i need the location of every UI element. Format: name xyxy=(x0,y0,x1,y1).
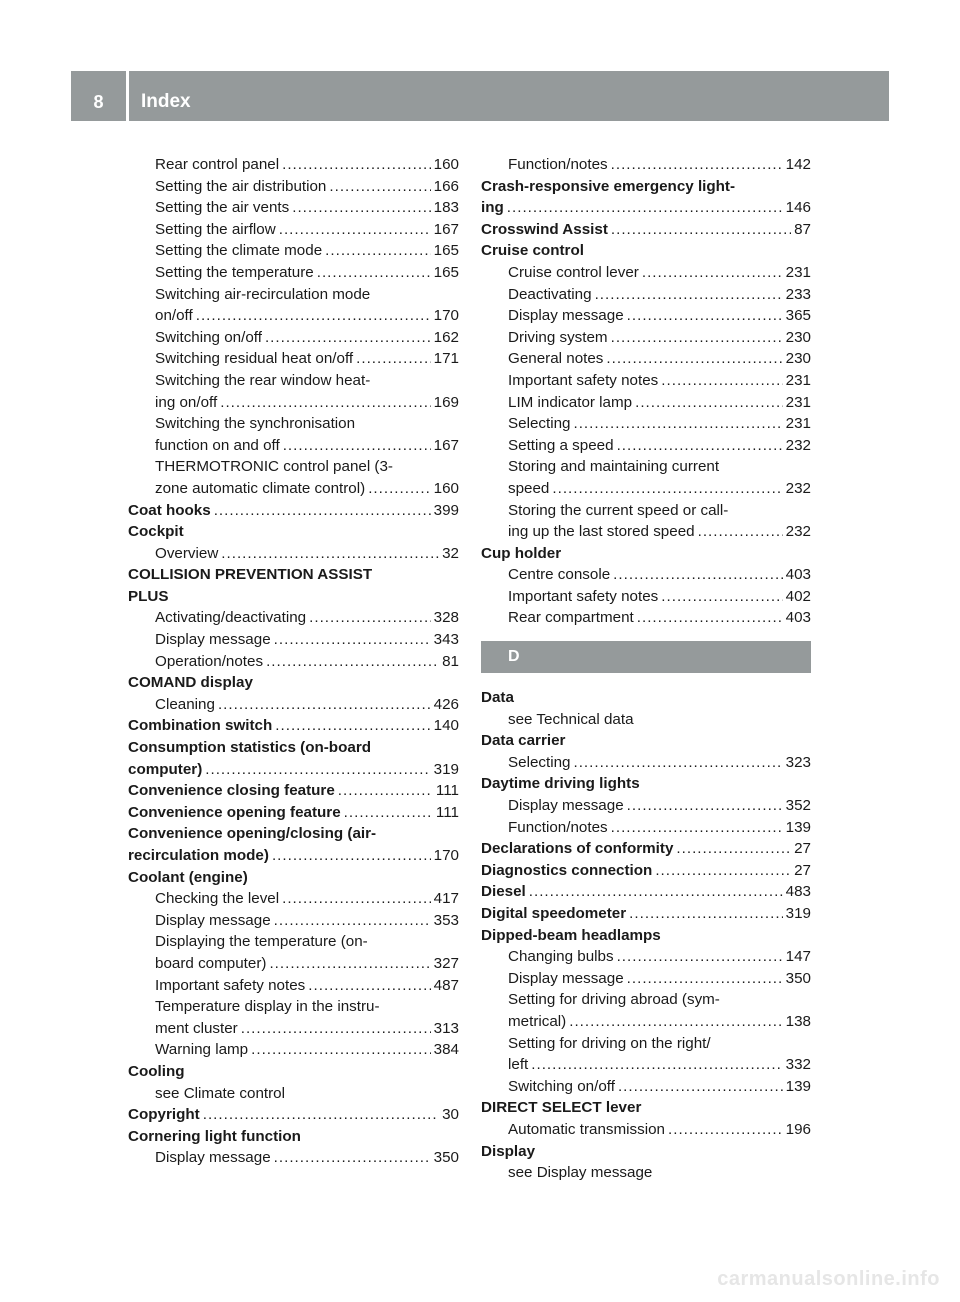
page-reference: 81 xyxy=(442,652,459,670)
index-entry xyxy=(481,327,811,349)
entry-label: Rear compartment xyxy=(508,609,634,627)
page-reference: 138 xyxy=(785,1012,811,1030)
index-entry-main xyxy=(481,903,811,925)
dot-leader xyxy=(569,1011,782,1033)
page-reference: 111 xyxy=(435,782,459,800)
index-subline: Switching air-recirculation mode xyxy=(155,285,371,303)
dot-leader xyxy=(642,262,783,284)
dot-leader xyxy=(529,881,783,903)
index-entry-main xyxy=(128,500,459,522)
entry-label: left xyxy=(508,1056,529,1074)
page-reference: 231 xyxy=(785,393,811,411)
page-reference: 233 xyxy=(785,285,811,303)
page-reference: 384 xyxy=(433,1041,459,1059)
entry-label: Digital speedometer xyxy=(481,905,627,922)
index-heading: Cornering light function xyxy=(128,1127,301,1145)
entry-label: Setting the temperature xyxy=(155,263,314,281)
page-reference: 231 xyxy=(785,371,811,389)
entry-label: Operation/notes xyxy=(155,652,264,670)
entry-label: Declarations of conformity xyxy=(481,840,674,858)
page-reference: 140 xyxy=(433,717,459,735)
index-entry xyxy=(481,1011,811,1033)
page-reference: 319 xyxy=(785,905,811,922)
index-subline: THERMOTRONIC control panel (3- xyxy=(155,458,393,476)
page-reference: 313 xyxy=(433,1019,459,1037)
index-entry xyxy=(481,795,811,817)
page-reference: 165 xyxy=(433,242,459,260)
index-entry-main xyxy=(128,802,459,824)
page-header xyxy=(71,71,889,121)
page-reference: 483 xyxy=(785,883,811,901)
page-reference: 27 xyxy=(794,840,811,858)
index-entry xyxy=(481,478,811,500)
index-heading: Consumption statistics (on-board xyxy=(128,739,371,757)
page-reference: 352 xyxy=(785,797,811,815)
index-entry-main xyxy=(481,860,811,882)
dot-leader xyxy=(338,780,433,802)
entry-label: Changing bulbs xyxy=(508,948,614,966)
entry-label: Selecting xyxy=(508,753,571,771)
page-reference: 402 xyxy=(785,587,811,605)
page-reference: 146 xyxy=(785,199,811,217)
entry-label: Switching residual heat on/off xyxy=(155,350,354,368)
index-entry xyxy=(128,392,459,414)
dot-leader xyxy=(531,1054,782,1076)
entry-label: Display message xyxy=(508,797,624,815)
entry-label: Convenience closing feature xyxy=(128,782,335,800)
dot-leader xyxy=(617,435,783,457)
index-entry xyxy=(128,154,459,176)
dot-leader xyxy=(283,435,431,457)
page-reference: 232 xyxy=(785,436,811,454)
entry-label: Rear control panel xyxy=(155,156,280,173)
index-heading: Display xyxy=(481,1142,536,1160)
page-reference: 87 xyxy=(794,220,811,238)
entry-label: Important safety notes xyxy=(155,976,306,994)
entry-label: Important safety notes xyxy=(508,587,659,605)
index-entry xyxy=(128,975,459,997)
entry-label: Setting the air distribution xyxy=(155,177,327,195)
page-reference: 426 xyxy=(433,695,459,713)
entry-label: ing up the last stored speed xyxy=(508,523,695,541)
page-reference: 170 xyxy=(433,847,459,864)
dot-leader xyxy=(203,1104,439,1126)
header-divider xyxy=(126,71,129,121)
entry-label: Copyright xyxy=(128,1106,200,1124)
page-reference: 142 xyxy=(785,156,811,173)
index-subline: Switching the synchronisation xyxy=(155,415,356,433)
index-entry xyxy=(481,154,811,176)
dot-leader xyxy=(279,219,431,241)
dot-leader xyxy=(661,586,782,608)
dot-leader xyxy=(611,219,791,241)
index-entry xyxy=(481,305,811,327)
page-reference: 365 xyxy=(785,307,811,325)
dot-leader xyxy=(282,154,431,176)
index-column-left xyxy=(128,154,459,1169)
index-heading: Cockpit xyxy=(128,523,184,541)
index-entry xyxy=(481,1076,811,1098)
page-reference: 403 xyxy=(785,609,811,627)
dot-leader xyxy=(637,607,783,629)
index-entry xyxy=(481,607,811,629)
index-entry xyxy=(481,521,811,543)
index-entry xyxy=(481,817,811,839)
index-entry xyxy=(128,543,459,565)
entry-label: Centre console xyxy=(508,566,611,584)
index-entry-main xyxy=(128,845,459,867)
dot-leader xyxy=(611,154,783,176)
index-entry xyxy=(481,392,811,414)
entry-label: Important safety notes xyxy=(508,371,659,389)
dot-leader xyxy=(325,240,431,262)
index-entry xyxy=(128,607,459,629)
page-reference: 399 xyxy=(433,501,459,519)
index-entry xyxy=(128,305,459,327)
index-subline: Storing and maintaining current xyxy=(508,458,720,476)
index-entry xyxy=(481,348,811,370)
page-reference: 403 xyxy=(785,566,811,584)
index-entry xyxy=(128,629,459,651)
index-heading: Convenience opening/closing (air- xyxy=(128,825,377,843)
page-reference: 147 xyxy=(785,948,811,966)
entry-label: Cruise control lever xyxy=(508,263,639,281)
index-entry xyxy=(128,478,459,500)
index-letter-heading: D xyxy=(481,641,811,673)
index-entry-main xyxy=(481,881,811,903)
entry-label: Display message xyxy=(155,911,271,929)
dot-leader xyxy=(266,651,439,673)
page-reference: 139 xyxy=(785,1077,811,1095)
index-entry xyxy=(128,176,459,198)
entry-label: ing xyxy=(481,199,504,217)
entry-label: Convenience opening feature xyxy=(128,803,341,821)
page-reference: 350 xyxy=(433,1149,459,1167)
index-entry-main xyxy=(481,838,811,860)
index-heading: COLLISION PREVENTION ASSIST xyxy=(128,566,373,584)
dot-leader xyxy=(613,564,783,586)
index-heading: PLUS xyxy=(128,587,169,605)
entry-label: ment cluster xyxy=(155,1019,238,1037)
index-entry xyxy=(481,1119,811,1141)
dot-leader xyxy=(274,910,431,932)
entry-label: Cleaning xyxy=(155,695,215,713)
index-heading: Dipped-beam headlamps xyxy=(481,926,661,944)
page-reference: 167 xyxy=(433,436,459,454)
index-heading: Cup holder xyxy=(481,544,562,562)
dot-leader xyxy=(282,888,431,910)
index-subline: Switching the rear window heat- xyxy=(155,371,371,389)
index-entry xyxy=(481,262,811,284)
dot-leader xyxy=(344,802,433,824)
index-entry xyxy=(128,694,459,716)
page-reference: 417 xyxy=(433,890,459,908)
index-entry xyxy=(481,370,811,392)
entry-label: on/off xyxy=(155,307,193,325)
index-heading: COMAND display xyxy=(128,674,253,692)
dot-leader xyxy=(317,262,431,284)
entry-label: recirculation mode) xyxy=(128,847,269,864)
page-reference: 196 xyxy=(785,1120,811,1138)
index-entry xyxy=(481,946,811,968)
index-entry xyxy=(128,240,459,262)
index-entry-main xyxy=(128,780,459,802)
page-reference: 169 xyxy=(433,393,459,411)
dot-leader xyxy=(251,1039,431,1061)
dot-leader xyxy=(618,1076,783,1098)
page-reference: 32 xyxy=(442,544,459,562)
page-reference: 350 xyxy=(785,969,811,987)
entry-label: Display message xyxy=(508,969,624,987)
index-entry-main xyxy=(128,1104,459,1126)
page-reference: 323 xyxy=(785,753,811,771)
page-reference: 230 xyxy=(785,350,811,368)
entry-label: Setting the air vents xyxy=(155,199,290,217)
entry-label: Coat hooks xyxy=(128,501,211,519)
entry-label: LIM indicator lamp xyxy=(508,393,633,411)
entry-label: General notes xyxy=(508,350,604,368)
page-reference: 319 xyxy=(433,760,459,778)
dot-leader xyxy=(292,197,430,219)
dot-leader xyxy=(627,968,783,990)
dot-leader xyxy=(269,953,430,975)
dot-leader xyxy=(611,817,783,839)
page-reference: 327 xyxy=(433,954,459,972)
page-reference: 343 xyxy=(433,631,459,649)
dot-leader xyxy=(309,607,431,629)
dot-leader xyxy=(241,1018,431,1040)
entry-label: Driving system xyxy=(508,328,608,346)
dot-leader xyxy=(629,903,782,925)
entry-label: Crosswind Assist xyxy=(481,220,608,238)
index-entry xyxy=(128,197,459,219)
dot-leader xyxy=(274,1147,431,1169)
entry-label: Switching on/off xyxy=(155,328,262,346)
entry-label: zone automatic climate control) xyxy=(155,479,366,497)
dot-leader xyxy=(196,305,431,327)
page-reference: 162 xyxy=(433,328,459,346)
dot-leader xyxy=(698,521,783,543)
index-entry xyxy=(481,413,811,435)
entry-label: Combination switch xyxy=(128,717,273,735)
dot-leader xyxy=(595,284,783,306)
index-entry-main xyxy=(128,715,459,737)
index-heading: Cruise control xyxy=(481,242,584,260)
index-entry xyxy=(481,1054,811,1076)
index-heading: Crash-responsive emergency light- xyxy=(481,177,736,195)
dot-leader xyxy=(214,500,431,522)
dot-leader xyxy=(635,392,783,414)
page-reference: 232 xyxy=(785,479,811,497)
entry-label: Setting the climate mode xyxy=(155,242,323,260)
page-reference: 167 xyxy=(433,220,459,238)
page-reference: 231 xyxy=(785,263,811,281)
entry-label: Diagnostics connection xyxy=(481,861,653,879)
dot-leader xyxy=(627,795,783,817)
entry-label: Setting a speed xyxy=(508,436,614,454)
entry-label: Diesel xyxy=(481,883,526,901)
entry-label: Switching on/off xyxy=(508,1077,615,1095)
entry-label: Function/notes xyxy=(508,156,608,173)
page-reference: 231 xyxy=(785,415,811,433)
page-reference: 183 xyxy=(433,199,459,217)
index-entry xyxy=(128,1018,459,1040)
index-entry xyxy=(128,262,459,284)
dot-leader xyxy=(507,197,783,219)
index-entry xyxy=(128,1147,459,1169)
index-entry xyxy=(128,888,459,910)
index-column-right xyxy=(481,154,811,1184)
index-entry xyxy=(128,348,459,370)
index-entry xyxy=(481,752,811,774)
page-reference: 170 xyxy=(433,307,459,325)
dot-leader xyxy=(611,327,783,349)
index-entry xyxy=(128,435,459,457)
dot-leader xyxy=(275,715,430,737)
dot-leader xyxy=(329,176,430,198)
page-reference: 171 xyxy=(433,350,459,368)
dot-leader xyxy=(552,478,782,500)
dot-leader xyxy=(627,305,783,327)
page-reference: 230 xyxy=(785,328,811,346)
dot-leader xyxy=(661,370,782,392)
page-reference: 160 xyxy=(433,479,459,497)
entry-label: Display message xyxy=(155,631,271,649)
entry-label: Warning lamp xyxy=(155,1041,249,1059)
index-entry xyxy=(128,651,459,673)
index-entry xyxy=(481,435,811,457)
index-entry-main xyxy=(128,759,459,781)
page-reference: 160 xyxy=(433,156,459,173)
index-subline: Setting for driving abroad (sym- xyxy=(508,991,720,1009)
index-heading: DIRECT SELECT lever xyxy=(481,1099,642,1117)
index-subline: see Technical data xyxy=(508,710,634,728)
page-reference: 232 xyxy=(785,523,811,541)
entry-label: Deactivating xyxy=(508,285,592,303)
index-entry xyxy=(481,284,811,306)
index-subline: Displaying the temperature (on- xyxy=(155,933,368,951)
dot-leader xyxy=(221,543,439,565)
entry-label: Function/notes xyxy=(508,818,608,836)
index-subline: Setting for driving on the right/ xyxy=(508,1034,711,1052)
dot-leader xyxy=(655,860,791,882)
entry-label: Overview xyxy=(155,544,219,562)
page-reference: 165 xyxy=(433,263,459,281)
page-number: 8 xyxy=(93,92,104,112)
page-reference: 328 xyxy=(433,609,459,627)
dot-leader xyxy=(308,975,430,997)
index-entry-main xyxy=(481,197,811,219)
page-reference: 139 xyxy=(785,818,811,836)
entry-label: Automatic transmission xyxy=(508,1120,665,1138)
section-title: Index xyxy=(141,91,191,112)
index-entry xyxy=(128,327,459,349)
page-reference: 166 xyxy=(433,177,459,195)
index-subline: see Climate control xyxy=(155,1084,285,1102)
index-heading: Daytime driving lights xyxy=(481,775,640,793)
dot-leader xyxy=(617,946,783,968)
index-entry xyxy=(481,564,811,586)
entry-label: Checking the level xyxy=(155,890,280,908)
entry-label: Display message xyxy=(508,307,624,325)
index-heading: Cooling xyxy=(128,1062,185,1080)
page-reference: 27 xyxy=(794,861,811,879)
index-heading: Coolant (engine) xyxy=(128,868,248,886)
index-entry xyxy=(128,219,459,241)
entry-label: Selecting xyxy=(508,415,571,433)
dot-leader xyxy=(676,838,791,860)
index-entry xyxy=(128,953,459,975)
entry-label: board computer) xyxy=(155,954,267,972)
index-heading: Data carrier xyxy=(481,732,566,750)
page-reference: 353 xyxy=(433,911,459,929)
watermark: carmanualsonline.info xyxy=(717,1268,940,1290)
index-entry xyxy=(128,910,459,932)
dot-leader xyxy=(573,752,782,774)
entry-label: metrical) xyxy=(508,1012,567,1030)
index-entry xyxy=(128,1039,459,1061)
dot-leader xyxy=(265,327,431,349)
dot-leader xyxy=(274,629,431,651)
index-entry xyxy=(481,968,811,990)
entry-label: Display message xyxy=(155,1149,271,1167)
entry-label: function on and off xyxy=(155,436,280,454)
dot-leader xyxy=(272,845,431,867)
index-entry xyxy=(481,586,811,608)
dot-leader xyxy=(368,478,430,500)
page-reference: 30 xyxy=(442,1106,459,1124)
dot-leader xyxy=(573,413,782,435)
entry-label: ing on/off xyxy=(155,393,218,411)
dot-leader xyxy=(356,348,431,370)
dot-leader xyxy=(668,1119,783,1141)
index-subline: Storing the current speed or call- xyxy=(508,501,729,519)
index-entry-main xyxy=(481,219,811,241)
entry-label: Activating/deactivating xyxy=(155,609,307,627)
dot-leader xyxy=(218,694,431,716)
index-subline: see Display message xyxy=(508,1164,653,1182)
page-reference: 111 xyxy=(435,803,459,821)
dot-leader xyxy=(606,348,782,370)
page-reference: 332 xyxy=(785,1056,811,1074)
page-reference: 487 xyxy=(433,976,459,994)
entry-label: Setting the airflow xyxy=(155,220,276,238)
entry-label: speed xyxy=(508,479,550,497)
index-heading: Data xyxy=(481,689,514,707)
dot-leader xyxy=(205,759,430,781)
dot-leader xyxy=(220,392,430,414)
index-subline: Temperature display in the instru- xyxy=(155,998,380,1016)
entry-label: computer) xyxy=(128,760,203,778)
